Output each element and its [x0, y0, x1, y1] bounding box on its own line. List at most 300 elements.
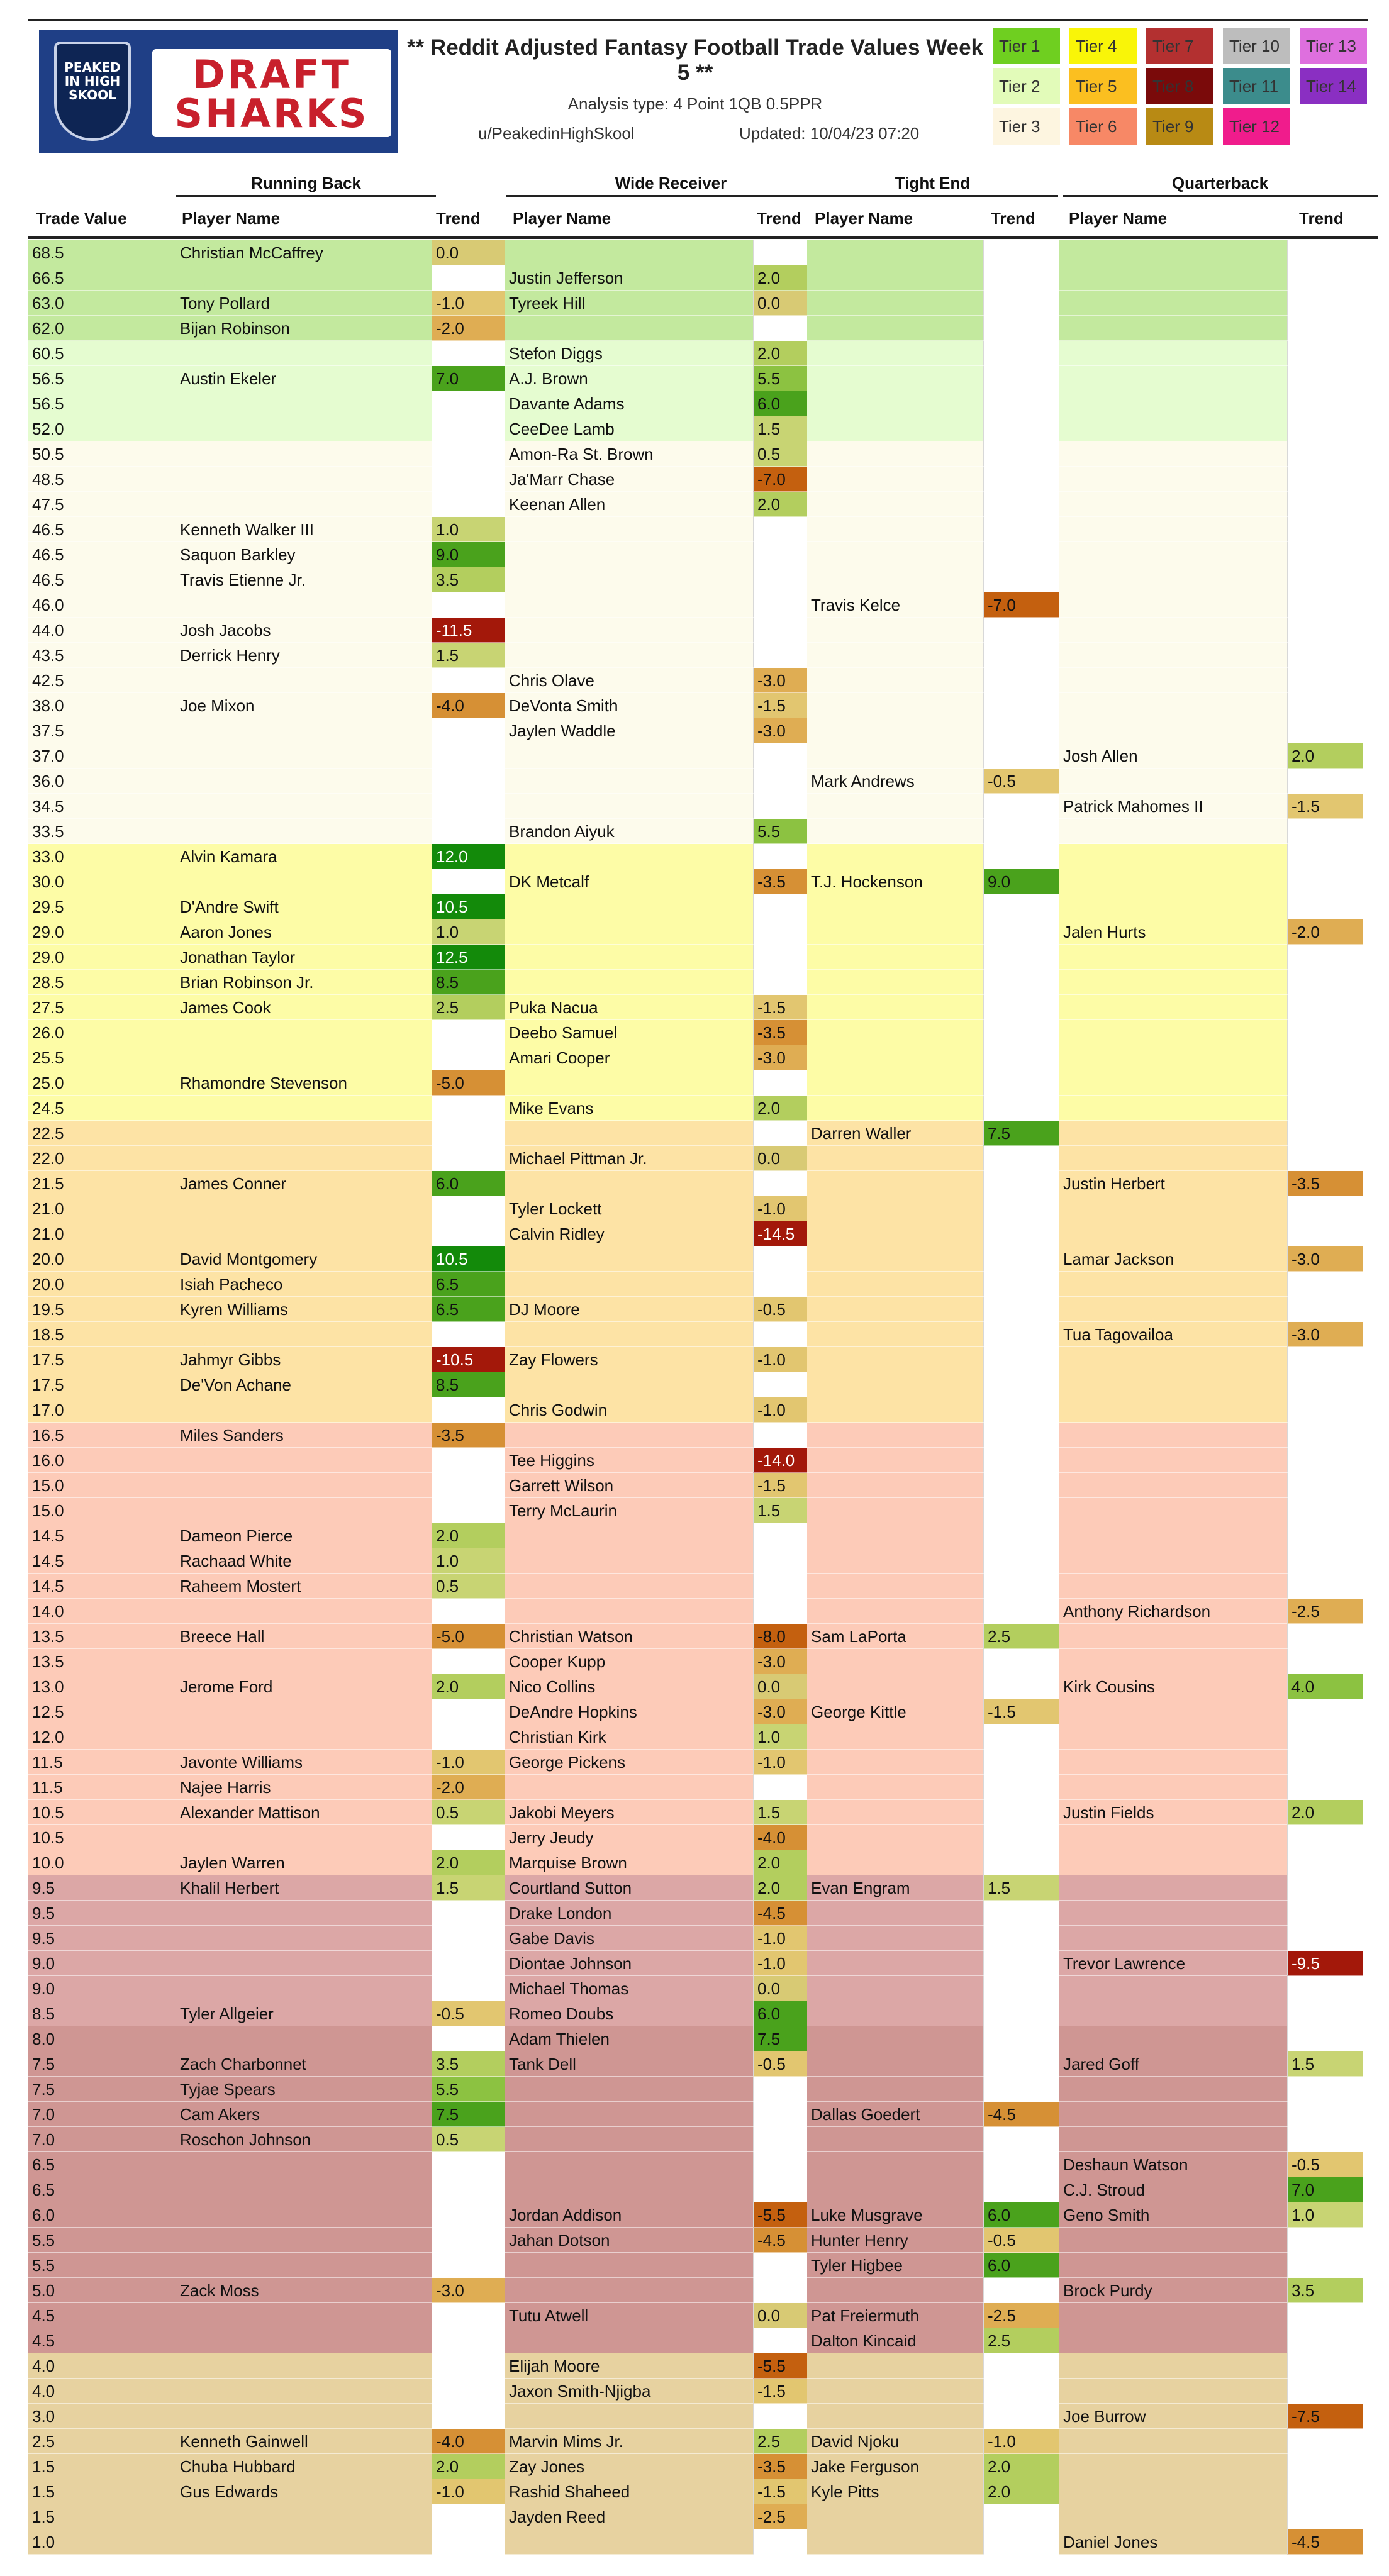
te-player-cell — [807, 316, 983, 341]
te-player-cell — [807, 995, 983, 1020]
trade-value-cell: 5.5 — [28, 2228, 176, 2253]
rb-player-cell — [176, 441, 432, 467]
te-player-cell — [807, 1020, 983, 1045]
peaked-logo-text: PEAKED IN HIGH SKOOL — [64, 60, 121, 103]
trade-value-cell: 15.0 — [28, 1498, 176, 1523]
te-player-cell — [807, 945, 983, 970]
wr-player-cell: Garrett Wilson — [505, 1473, 753, 1498]
qb-trend-cell — [1287, 2253, 1363, 2278]
wr-player-cell: Mike Evans — [505, 1096, 753, 1121]
te-trend-cell — [983, 1599, 1059, 1624]
wr-player-cell — [505, 2253, 753, 2278]
te-player-cell — [807, 1649, 983, 1674]
table-row — [28, 316, 1378, 341]
qb-trend-cell — [1287, 1146, 1363, 1171]
rb-player-cell — [176, 2404, 432, 2429]
table-row — [28, 1574, 1378, 1599]
rb-player-cell: Jerome Ford — [176, 1674, 432, 1699]
qb-trend-cell: -7.5 — [1287, 2404, 1363, 2429]
wr-player-cell — [505, 743, 753, 769]
rb-player-cell — [176, 869, 432, 894]
rb-trend-cell — [432, 1951, 505, 1976]
group-rule-rb — [176, 195, 436, 197]
te-trend-cell — [983, 945, 1059, 970]
rb-trend-cell: 1.0 — [432, 1548, 505, 1574]
rb-player-cell — [176, 1724, 432, 1750]
rb-trend-cell: 9.0 — [432, 542, 505, 567]
qb-player-cell — [1059, 643, 1287, 668]
qb-player-cell — [1059, 1548, 1287, 1574]
rb-player-cell: Kenneth Gainwell — [176, 2429, 432, 2454]
qb-trend-cell: -3.0 — [1287, 1246, 1363, 1272]
wr-trend-cell: 1.5 — [753, 416, 829, 441]
logo-banner — [39, 30, 398, 153]
wr-trend-cell: 0.0 — [753, 1146, 829, 1171]
qb-player-cell — [1059, 416, 1287, 441]
table-row — [28, 2529, 1378, 2555]
wr-player-cell — [505, 2127, 753, 2152]
trade-value-cell: 62.0 — [28, 316, 176, 341]
rb-player-cell — [176, 592, 432, 618]
rb-player-cell — [176, 492, 432, 517]
qb-player-cell — [1059, 2504, 1287, 2529]
rb-player-cell — [176, 1649, 432, 1674]
table-row — [28, 2404, 1378, 2429]
table-row — [28, 2278, 1378, 2303]
table-row — [28, 1699, 1378, 1724]
trade-value-cell: 18.5 — [28, 1322, 176, 1347]
rb-player-cell — [176, 769, 432, 794]
table-row — [28, 1146, 1378, 1171]
trade-value-cell: 13.5 — [28, 1624, 176, 1649]
qb-player-cell — [1059, 1372, 1287, 1397]
qb-trend-cell — [1287, 265, 1363, 291]
te-player-cell — [807, 1146, 983, 1171]
qb-trend-cell — [1287, 1448, 1363, 1473]
te-trend-cell — [983, 1951, 1059, 1976]
qb-trend-cell: 4.0 — [1287, 1674, 1363, 1699]
rb-trend-cell — [432, 2379, 505, 2404]
trade-value-cell: 46.5 — [28, 567, 176, 592]
table-row — [28, 718, 1378, 743]
qb-player-cell: Brock Purdy — [1059, 2278, 1287, 2303]
rb-trend-cell — [432, 1901, 505, 1926]
rb-player-cell — [176, 341, 432, 366]
qb-trend-cell — [1287, 2454, 1363, 2479]
te-trend-cell — [983, 718, 1059, 743]
te-trend-cell — [983, 517, 1059, 542]
table-row — [28, 1649, 1378, 1674]
qb-trend-cell — [1287, 1850, 1363, 1875]
qb-player-cell — [1059, 2077, 1287, 2102]
rb-player-cell: Dameon Pierce — [176, 1523, 432, 1548]
te-trend-cell — [983, 1724, 1059, 1750]
qb-trend-cell — [1287, 2479, 1363, 2504]
wr-player-cell: DeAndre Hopkins — [505, 1699, 753, 1724]
qb-player-cell — [1059, 2328, 1287, 2353]
te-player-cell — [807, 1825, 983, 1850]
qb-player-cell — [1059, 2454, 1287, 2479]
qb-player-cell — [1059, 945, 1287, 970]
rb-trend-cell: 1.5 — [432, 1875, 505, 1901]
qb-player-cell — [1059, 1146, 1287, 1171]
rb-trend-cell — [432, 869, 505, 894]
te-player-cell — [807, 743, 983, 769]
header-rule — [28, 236, 1378, 239]
table-row — [28, 618, 1378, 643]
wr-player-cell: Cooper Kupp — [505, 1649, 753, 1674]
qb-trend-cell — [1287, 1498, 1363, 1523]
te-player-cell — [807, 1221, 983, 1246]
wr-trend-cell: -1.5 — [753, 995, 829, 1020]
te-trend-cell — [983, 2278, 1059, 2303]
te-player-cell — [807, 2152, 983, 2177]
rb-trend-cell — [432, 467, 505, 492]
te-trend-cell — [983, 2404, 1059, 2429]
table-row — [28, 1548, 1378, 1574]
qb-trend-cell — [1287, 1045, 1363, 1070]
wr-trend-cell: 2.0 — [753, 341, 829, 366]
wr-player-cell: Amari Cooper — [505, 1045, 753, 1070]
qb-player-cell — [1059, 1045, 1287, 1070]
trade-value-cell: 4.0 — [28, 2353, 176, 2379]
wr-player-cell — [505, 517, 753, 542]
te-trend-cell — [983, 1347, 1059, 1372]
table-row — [28, 1070, 1378, 1096]
rb-trend-cell: 1.0 — [432, 517, 505, 542]
table-row — [28, 2177, 1378, 2202]
trade-value-cell: 1.5 — [28, 2479, 176, 2504]
te-trend-cell: -0.5 — [983, 769, 1059, 794]
rb-trend-cell: -1.0 — [432, 2479, 505, 2504]
rb-trend-cell — [432, 2303, 505, 2328]
trade-value-cell: 9.5 — [28, 1875, 176, 1901]
qb-player-cell — [1059, 844, 1287, 869]
te-trend-cell — [983, 265, 1059, 291]
te-trend-cell — [983, 643, 1059, 668]
rb-player-cell — [176, 2529, 432, 2555]
trade-value-cell: 8.5 — [28, 2001, 176, 2026]
te-player-cell — [807, 1599, 983, 1624]
te-player-cell — [807, 2001, 983, 2026]
wr-trend-cell: -5.5 — [753, 2353, 829, 2379]
wr-player-cell: Puka Nacua — [505, 995, 753, 1020]
qb-trend-cell — [1287, 1825, 1363, 1850]
rb-player-cell: Rachaad White — [176, 1548, 432, 1574]
te-trend-cell — [983, 1523, 1059, 1548]
qb-player-cell — [1059, 1901, 1287, 1926]
trade-value-cell: 24.5 — [28, 1096, 176, 1121]
qb-trend-cell — [1287, 1574, 1363, 1599]
table-row — [28, 1800, 1378, 1825]
qb-player-cell — [1059, 366, 1287, 391]
qb-player-cell — [1059, 1724, 1287, 1750]
rb-trend-cell — [432, 1724, 505, 1750]
trade-value-cell: 47.5 — [28, 492, 176, 517]
wr-player-cell: Gabe Davis — [505, 1926, 753, 1951]
table-row — [28, 2303, 1378, 2328]
wr-trend-cell: -8.0 — [753, 1624, 829, 1649]
rb-player-cell: Chuba Hubbard — [176, 2454, 432, 2479]
te-player-cell — [807, 2379, 983, 2404]
te-player-cell — [807, 1548, 983, 1574]
trade-value-cell: 12.0 — [28, 1724, 176, 1750]
rb-player-cell — [176, 1448, 432, 1473]
table-row — [28, 693, 1378, 718]
table-row — [28, 769, 1378, 794]
table-row — [28, 2127, 1378, 2152]
wr-player-cell — [505, 2102, 753, 2127]
te-trend-cell — [983, 743, 1059, 769]
rb-trend-cell — [432, 2328, 505, 2353]
qb-player-cell — [1059, 819, 1287, 844]
table-row — [28, 1473, 1378, 1498]
table-row — [28, 1196, 1378, 1221]
te-player-cell — [807, 1070, 983, 1096]
te-player-cell: Sam LaPorta — [807, 1624, 983, 1649]
te-trend-cell: -2.5 — [983, 2303, 1059, 2328]
wr-trend-cell: -3.0 — [753, 1045, 829, 1070]
rb-player-cell: Raheem Mostert — [176, 1574, 432, 1599]
rb-player-cell: Jahmyr Gibbs — [176, 1347, 432, 1372]
qb-trend-cell — [1287, 517, 1363, 542]
qb-player-cell — [1059, 1498, 1287, 1523]
wr-player-cell — [505, 1171, 753, 1196]
rb-trend-cell: -5.0 — [432, 1624, 505, 1649]
trade-value-cell: 7.5 — [28, 2051, 176, 2077]
header-rb-trend: Trend — [436, 209, 481, 228]
rb-trend-cell: 0.0 — [432, 240, 505, 265]
table-row — [28, 1825, 1378, 1850]
wr-player-cell — [505, 618, 753, 643]
qb-player-cell — [1059, 1574, 1287, 1599]
te-player-cell — [807, 2278, 983, 2303]
te-player-cell — [807, 1297, 983, 1322]
te-trend-cell — [983, 240, 1059, 265]
te-trend-cell: -1.5 — [983, 1699, 1059, 1724]
te-trend-cell — [983, 1901, 1059, 1926]
qb-trend-cell — [1287, 1121, 1363, 1146]
rb-trend-cell — [432, 1649, 505, 1674]
wr-player-cell — [505, 2328, 753, 2353]
top-rule — [28, 19, 1368, 21]
rb-player-cell: Kenneth Walker III — [176, 517, 432, 542]
wr-player-cell: George Pickens — [505, 1750, 753, 1775]
te-trend-cell: 2.0 — [983, 2454, 1059, 2479]
te-trend-cell — [983, 1775, 1059, 1800]
wr-player-cell: Tank Dell — [505, 2051, 753, 2077]
te-trend-cell — [983, 2152, 1059, 2177]
te-player-cell: Evan Engram — [807, 1875, 983, 1901]
qb-trend-cell: -2.0 — [1287, 919, 1363, 945]
qb-trend-cell — [1287, 441, 1363, 467]
qb-trend-cell — [1287, 2328, 1363, 2353]
trade-value-cell: 60.5 — [28, 341, 176, 366]
group-rule-te — [807, 195, 1058, 197]
table-row — [28, 894, 1378, 919]
qb-trend-cell — [1287, 1372, 1363, 1397]
rb-trend-cell — [432, 1397, 505, 1423]
qb-trend-cell: -4.5 — [1287, 2529, 1363, 2555]
table-row — [28, 2202, 1378, 2228]
rb-player-cell — [176, 1096, 432, 1121]
qb-player-cell: Justin Herbert — [1059, 1171, 1287, 1196]
tier-legend-item: Tier 13 — [1300, 28, 1367, 64]
header-wr-trend: Trend — [757, 209, 801, 228]
group-label-tight-end: Tight End — [895, 174, 971, 192]
rb-trend-cell — [432, 592, 505, 618]
rb-player-cell: Aaron Jones — [176, 919, 432, 945]
qb-trend-cell: -1.5 — [1287, 794, 1363, 819]
wr-trend-cell: 2.5 — [753, 2429, 829, 2454]
rb-player-cell: James Conner — [176, 1171, 432, 1196]
te-player-cell — [807, 643, 983, 668]
trade-value-cell: 29.0 — [28, 919, 176, 945]
wr-trend-cell: -1.0 — [753, 1951, 829, 1976]
wr-trend-cell: 0.0 — [753, 1976, 829, 2001]
qb-player-cell: Lamar Jackson — [1059, 1246, 1287, 1272]
trade-value-cell: 22.5 — [28, 1121, 176, 1146]
wr-player-cell: CeeDee Lamb — [505, 416, 753, 441]
rb-trend-cell: -4.0 — [432, 2429, 505, 2454]
qb-player-cell — [1059, 1020, 1287, 1045]
wr-player-cell: Marvin Mims Jr. — [505, 2429, 753, 2454]
te-player-cell: Dallas Goedert — [807, 2102, 983, 2127]
te-trend-cell: 2.0 — [983, 2479, 1059, 2504]
te-trend-cell — [983, 1045, 1059, 1070]
te-player-cell — [807, 1674, 983, 1699]
te-player-cell — [807, 1347, 983, 1372]
table-row — [28, 567, 1378, 592]
wr-player-cell — [505, 894, 753, 919]
te-trend-cell — [983, 844, 1059, 869]
tier-legend-item: Tier 10 — [1223, 28, 1290, 64]
qb-player-cell — [1059, 1649, 1287, 1674]
wr-player-cell — [505, 316, 753, 341]
trade-value-cell: 33.5 — [28, 819, 176, 844]
wr-player-cell: Zay Jones — [505, 2454, 753, 2479]
trade-value-cell: 33.0 — [28, 844, 176, 869]
rb-trend-cell — [432, 668, 505, 693]
wr-player-cell: Justin Jefferson — [505, 265, 753, 291]
te-player-cell — [807, 517, 983, 542]
rb-player-cell: James Cook — [176, 995, 432, 1020]
wr-trend-cell: 0.0 — [753, 291, 829, 316]
rb-player-cell — [176, 1397, 432, 1423]
rb-player-cell — [176, 416, 432, 441]
qb-trend-cell: 3.5 — [1287, 2278, 1363, 2303]
trade-value-cell: 46.5 — [28, 542, 176, 567]
te-trend-cell — [983, 1926, 1059, 1951]
rb-player-cell — [176, 1045, 432, 1070]
wr-trend-cell: -3.0 — [753, 668, 829, 693]
rb-trend-cell — [432, 1825, 505, 1850]
qb-trend-cell — [1287, 416, 1363, 441]
table-row — [28, 844, 1378, 869]
trade-value-cell: 6.0 — [28, 2202, 176, 2228]
trade-value-cell: 27.5 — [28, 995, 176, 1020]
rb-player-cell: Austin Ekeler — [176, 366, 432, 391]
te-trend-cell — [983, 618, 1059, 643]
qb-player-cell — [1059, 2303, 1287, 2328]
wr-trend-cell: -1.5 — [753, 693, 829, 718]
wr-player-cell — [505, 2404, 753, 2429]
table-row — [28, 2479, 1378, 2504]
wr-player-cell — [505, 2529, 753, 2555]
wr-player-cell: Jerry Jeudy — [505, 1825, 753, 1850]
wr-player-cell: Diontae Johnson — [505, 1951, 753, 1976]
rb-trend-cell: -2.0 — [432, 1775, 505, 1800]
te-player-cell — [807, 1800, 983, 1825]
wr-trend-cell: 1.0 — [753, 1724, 829, 1750]
te-player-cell — [807, 341, 983, 366]
te-trend-cell — [983, 1473, 1059, 1498]
rb-trend-cell: 2.0 — [432, 2454, 505, 2479]
table-row — [28, 1322, 1378, 1347]
qb-player-cell — [1059, 1523, 1287, 1548]
rb-trend-cell: 10.5 — [432, 894, 505, 919]
qb-player-cell — [1059, 1926, 1287, 1951]
qb-player-cell — [1059, 718, 1287, 743]
qb-trend-cell — [1287, 1297, 1363, 1322]
trade-value-cell: 6.5 — [28, 2152, 176, 2177]
rb-trend-cell — [432, 2404, 505, 2429]
te-trend-cell — [983, 467, 1059, 492]
qb-trend-cell — [1287, 391, 1363, 416]
rb-trend-cell — [432, 1196, 505, 1221]
rb-player-cell — [176, 1196, 432, 1221]
wr-player-cell: Christian Kirk — [505, 1724, 753, 1750]
rb-player-cell: Alexander Mattison — [176, 1800, 432, 1825]
rb-trend-cell: 8.5 — [432, 970, 505, 995]
wr-player-cell — [505, 1246, 753, 1272]
wr-player-cell — [505, 592, 753, 618]
qb-trend-cell — [1287, 2303, 1363, 2328]
rb-player-cell — [176, 2253, 432, 2278]
rb-player-cell — [176, 467, 432, 492]
qb-trend-cell — [1287, 1523, 1363, 1548]
qb-trend-cell — [1287, 1548, 1363, 1574]
te-player-cell — [807, 1096, 983, 1121]
rb-trend-cell: 0.5 — [432, 1574, 505, 1599]
rb-trend-cell: 6.0 — [432, 1171, 505, 1196]
rb-player-cell — [176, 2202, 432, 2228]
table-row — [28, 1724, 1378, 1750]
table-row — [28, 1397, 1378, 1423]
wr-player-cell: Michael Thomas — [505, 1976, 753, 2001]
rb-trend-cell — [432, 1599, 505, 1624]
qb-trend-cell — [1287, 492, 1363, 517]
rb-trend-cell: 0.5 — [432, 2127, 505, 2152]
table-row — [28, 542, 1378, 567]
rb-trend-cell — [432, 441, 505, 467]
wr-player-cell: Marquise Brown — [505, 1850, 753, 1875]
wr-trend-cell: 2.0 — [753, 1096, 829, 1121]
te-player-cell — [807, 1574, 983, 1599]
qb-player-cell — [1059, 1750, 1287, 1775]
qb-trend-cell — [1287, 1347, 1363, 1372]
table-row — [28, 2353, 1378, 2379]
tier-legend-item: Tier 4 — [1069, 28, 1137, 64]
table-row — [28, 1423, 1378, 1448]
te-player-cell — [807, 567, 983, 592]
trade-value-cell: 2.5 — [28, 2429, 176, 2454]
qb-trend-cell — [1287, 2353, 1363, 2379]
te-trend-cell — [983, 1825, 1059, 1850]
qb-player-cell — [1059, 341, 1287, 366]
trade-value-cell: 9.0 — [28, 1951, 176, 1976]
te-player-cell: David Njoku — [807, 2429, 983, 2454]
